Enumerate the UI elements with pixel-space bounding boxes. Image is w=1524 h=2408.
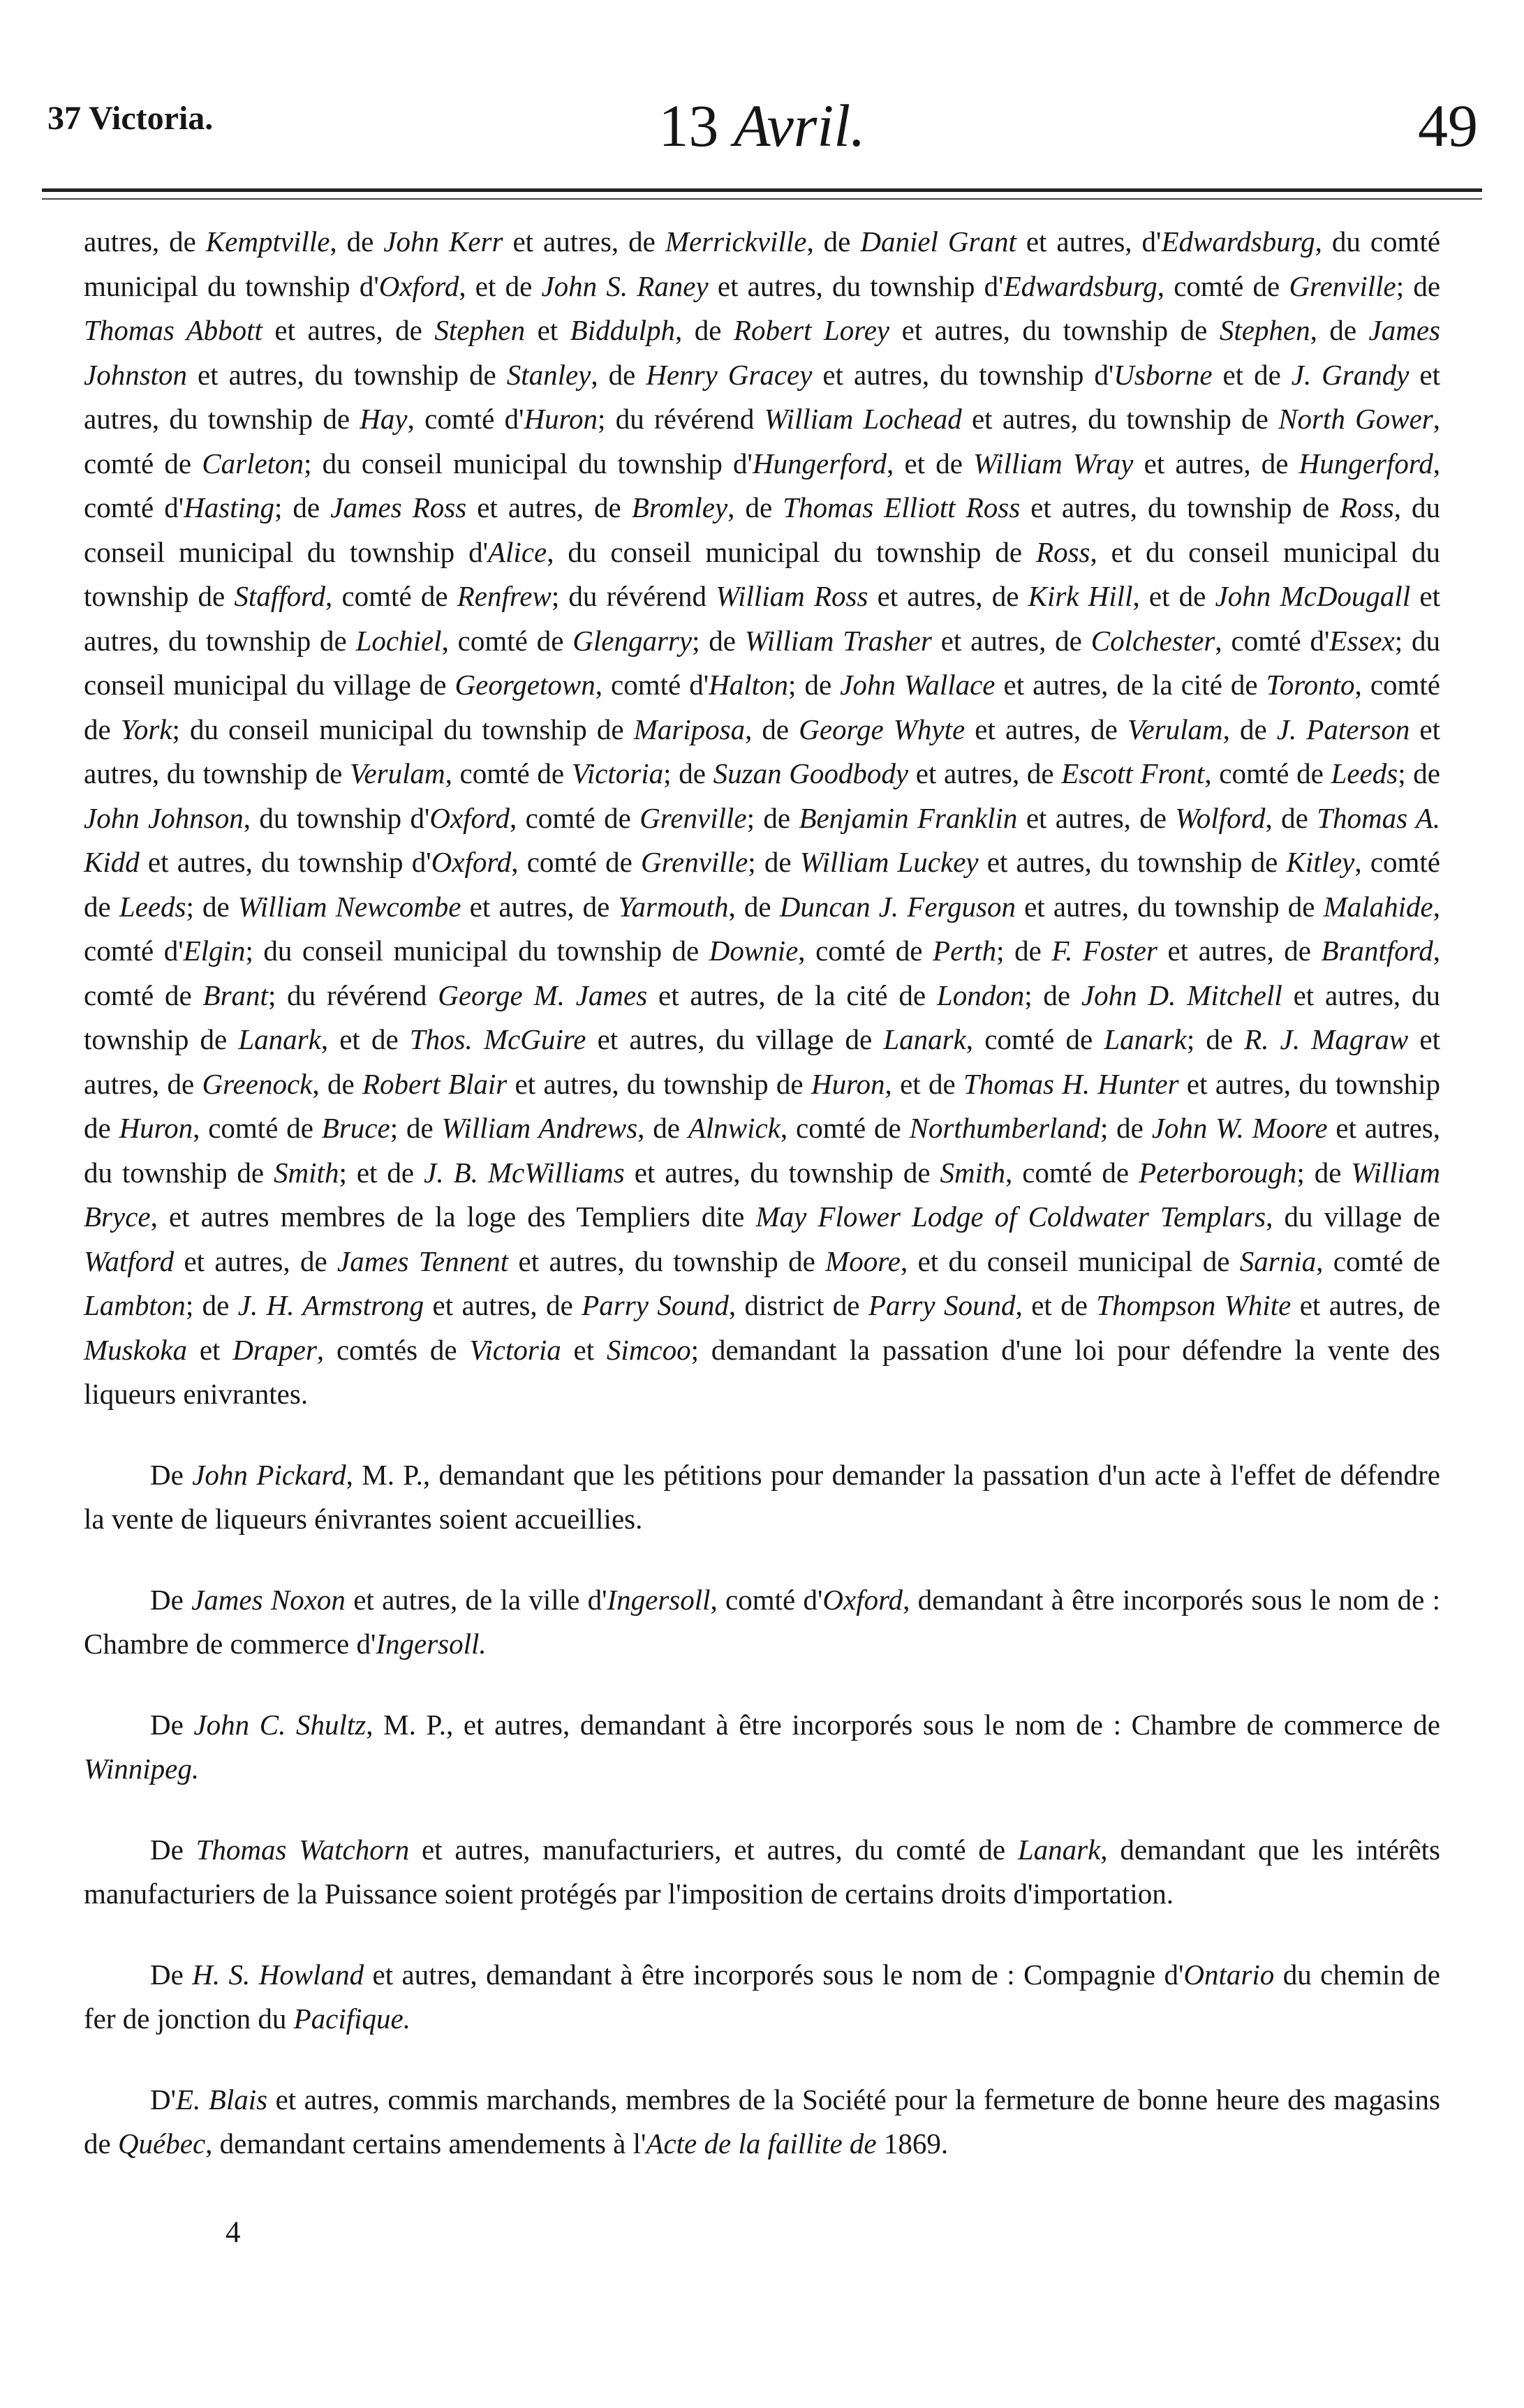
page-body xyxy=(84,220,1440,2167)
petitions-list-paragraph: autres, de Kemptville, de John Kerr et autres, de Merrickville, de Daniel Grant et autres, d'Edwardsburg, du comté municipal du township d'Oxford, et de John S. Raney et autres, du township d'Edwardsburg, comté de Grenville; de Thomas Abbott et autres, de Stephen et Biddulph, de Robert Lorey et autres, du township de Stephen, de James Johnston et autres, du township de Stanley, de Henry Gracey et autres, du township d'Usborne et de J. Grandy et autres, du township de Hay, comté d'Huron; du révérend William Lochead et autres, du township de North Gower, comté de Carleton; du conseil municipal du township d'Hungerford, et de William Wray et autres, de Hungerford, comté d'Hasting; de James Ross et autres, de Bromley, de Thomas Elliott Ross et autres, du township de Ross, du conseil municipal du township d'Alice, du conseil municipal du township de Ross, et du conseil municipal du township de Stafford, comté de Renfrew; du révérend William Ross et autres, de Kirk Hill, et de John McDougall et autres, du township de Lochiel, comté de Glengarry; de William Trasher et autres, de Colchester, comté d'Essex; du conseil municipal du village de Georgetown, comté d'Halton; de John Wallace et autres, de la cité de Toronto, comté de York; du conseil municipal du township de Mariposa, de George Whyte et autres, de Verulam, de J. Paterson et autres, du township de Verulam, comté de Victoria; de Suzan Goodbody et autres, de Escott Front, comté de Leeds; de John Johnson, du township d'Oxford, comté de Grenville; de Benjamin Franklin et autres, de Wolford, de Thomas A. Kidd et autres, du township d'Oxford, comté de Grenville; de William Luckey et autres, du township de Kitley, comté de Leeds; de William Newcombe et autres, de Yarmouth, de Duncan J. Ferguson et autres, du township de Malahide, comté d'Elgin; du conseil municipal du township de Downie, comté de Perth; de F. Foster et autres, de Brantford, comté de Brant; du révérend George M. James et autres, de la cité de London; de John D. Mitchell et autres, du township de Lanark, et de Thos. McGuire et autres, du village de Lanark, comté de Lanark; de R. J. Magraw et autres, de Greenock, de Robert Blair et autres, du township de Huron, et de Thomas H. Hunter et autres, du township de Huron, comté de Bruce; de William Andrews, de Alnwick, comté de Northumberland; de John W. Moore et autres, du township de Smith; et de J. B. McWilliams et autres, du township de Smith, comté de Peterborough; de William Bryce, et autres membres de la loge des Templiers dite May Flower Lodge of Coldwater Templars, du village de Watford et autres, de James Tennent et autres, du township de Moore, et du conseil municipal de Sarnia, comté de Lambton; de J. H. Armstrong et autres, de Parry Sound, district de Parry Sound, et de Thompson White et autres, de Muskoka et Draper, comtés de Victoria et Simcoo; demandant la passation d'une loi pour défendre la vente des liqueurs enivrantes. xyxy=(84,225,1441,1410)
page-header xyxy=(42,91,1482,168)
petition-pickard-paragraph: De John Pickard, M. P., demandant que les pétitions pour demander la passation d'un acte à l'effet de défendre la vente de liqueurs énivrantes soient accueillies. xyxy=(84,1458,1440,1535)
petition-shultz-paragraph: De John C. Shultz, M. P., et autres, demandant à être incorporés sous le nom de : Chambre de commerce de Winnipeg. xyxy=(84,1708,1440,1785)
petition-howland-paragraph: De H. S. Howland et autres, demandant à être incorporés sous le nom de : Compagnie d'Ontario du chemin de fer de jonction du Pacifique. xyxy=(84,1958,1440,2035)
header-day: 13 xyxy=(658,92,719,159)
header-rule-thick xyxy=(42,188,1482,192)
petition-watchorn-paragraph: De Thomas Watchorn et autres, manufacturiers, et autres, du comté de Lanark, demandant que les intérêts manufacturiers de la Puissance soient protégés par l'imposition de certains droits d'importation. xyxy=(84,1833,1440,1910)
petition-noxon-paragraph: De James Noxon et autres, de la ville d'Ingersoll, comté d'Oxford, demandant à être incorporés sous le nom de : Chambre de commerce d'Ingersoll. xyxy=(84,1583,1440,1660)
header-regnal-year: 37 Victoria. xyxy=(47,100,214,137)
header-rule-thin xyxy=(42,198,1482,200)
page-number: 49 xyxy=(1418,92,1478,159)
petition-blais-paragraph: D'E. Blais et autres, commis marchands, membres de la Société pour la fermeture de bonne heure des magasins de Québec, demandant certains amendements à l'Acte de la faillite de 1869. xyxy=(84,2083,1440,2160)
signature-mark: 4 xyxy=(225,2216,241,2249)
header-month: Avril. xyxy=(733,92,866,159)
header-date xyxy=(42,91,1482,161)
